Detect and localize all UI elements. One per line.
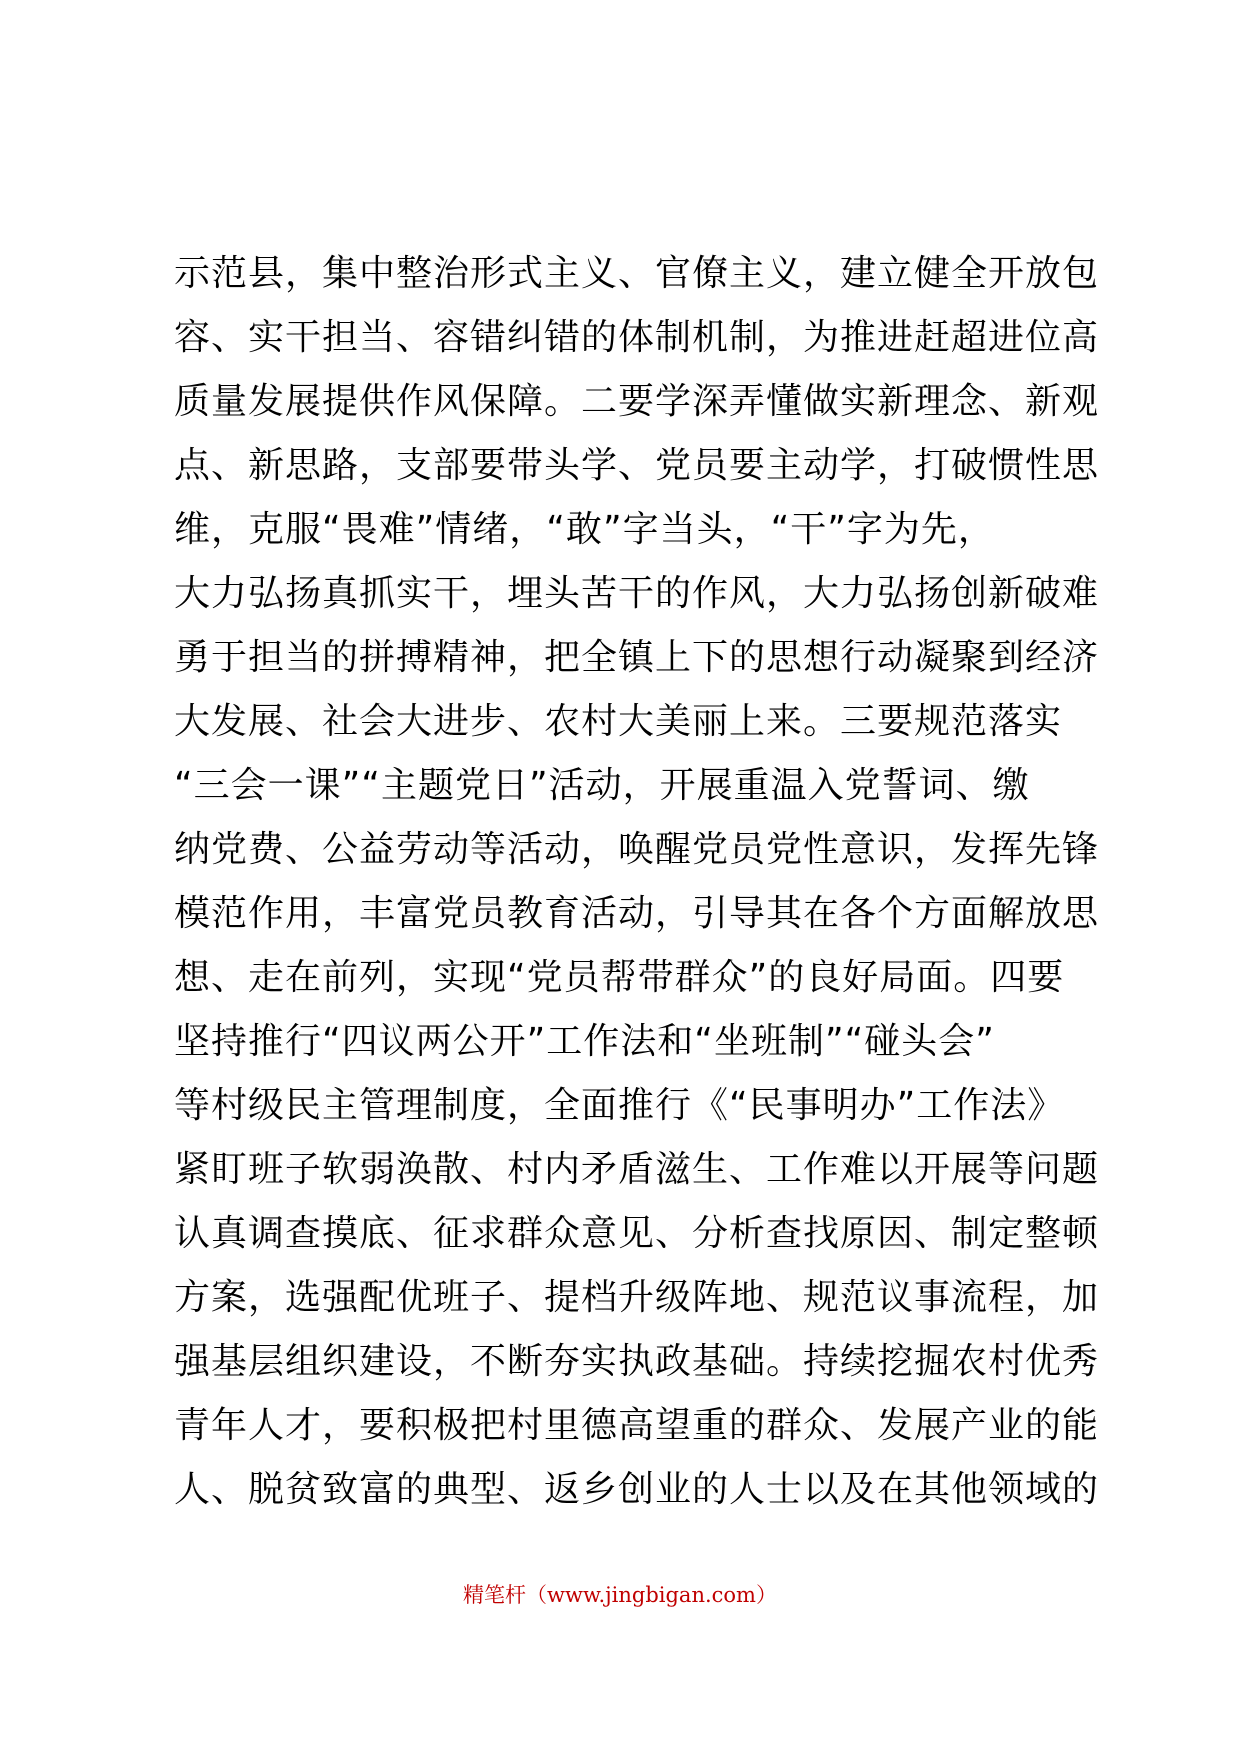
text-line: 模范作用，丰富党员教育活动，引导其在各个方面解放思: [174, 893, 1100, 934]
text-line: 方案，选强配优班子、提档升级阵地、规范议事流程，加: [174, 1277, 1100, 1318]
text-line: 想、走在前列，实现“党员帮带群众”的良好局面。四要: [174, 957, 1065, 998]
text-line: 人、脱贫致富的典型、返乡创业的人士以及在其他领域的: [174, 1469, 1100, 1510]
text-line: 等村级民主管理制度，全面推行《“民事明办”工作法》: [174, 1085, 1065, 1126]
text-line: 大力弘扬真抓实干，埋头苦干的作风，大力弘扬创新破难: [174, 573, 1100, 614]
text-line: 勇于担当的拼搏精神，把全镇上下的思想行动凝聚到经济: [174, 637, 1100, 678]
text-line: 强基层组织建设，不断夯实执政基础。持续挖掘农村优秀: [174, 1341, 1100, 1382]
text-line: 质量发展提供作风保障。二要学深弄懂做实新理念、新观: [174, 381, 1100, 422]
body-paragraph: [174, 242, 1100, 1522]
footer-watermark: 精笔杆（www.jingbigan.com）: [463, 1583, 777, 1607]
text-line: 紧盯班子软弱涣散、村内矛盾滋生、工作难以开展等问题: [174, 1149, 1100, 1190]
text-line: 纳党费、公益劳动等活动，唤醒党员党性意识，发挥先锋: [174, 829, 1100, 870]
text-line: 维，克服“畏难”情绪，“敢”字当头，“干”字为先，: [174, 509, 995, 550]
text-line: 大发展、社会大进步、农村大美丽上来。三要规范落实: [174, 701, 1063, 742]
text-line: 坚持推行“四议两公开”工作法和“坐班制”“碰头会”: [174, 1021, 995, 1062]
text-line: 容、实干担当、容错纠错的体制机制，为推进赶超进位高: [174, 317, 1100, 358]
text-line: 认真调查摸底、征求群众意见、分析查找原因、制定整顿: [174, 1213, 1100, 1254]
text-line: 示范县，集中整治形式主义、官僚主义，建立健全开放包: [174, 253, 1100, 294]
text-line: “三会一课”“主题党日”活动，开展重温入党誓词、缴: [174, 765, 1030, 806]
text-line: 点、新思路，支部要带头学、党员要主动学，打破惯性思: [174, 445, 1100, 486]
text-line: 青年人才，要积极把村里德高望重的群众、发展产业的能: [174, 1405, 1100, 1446]
